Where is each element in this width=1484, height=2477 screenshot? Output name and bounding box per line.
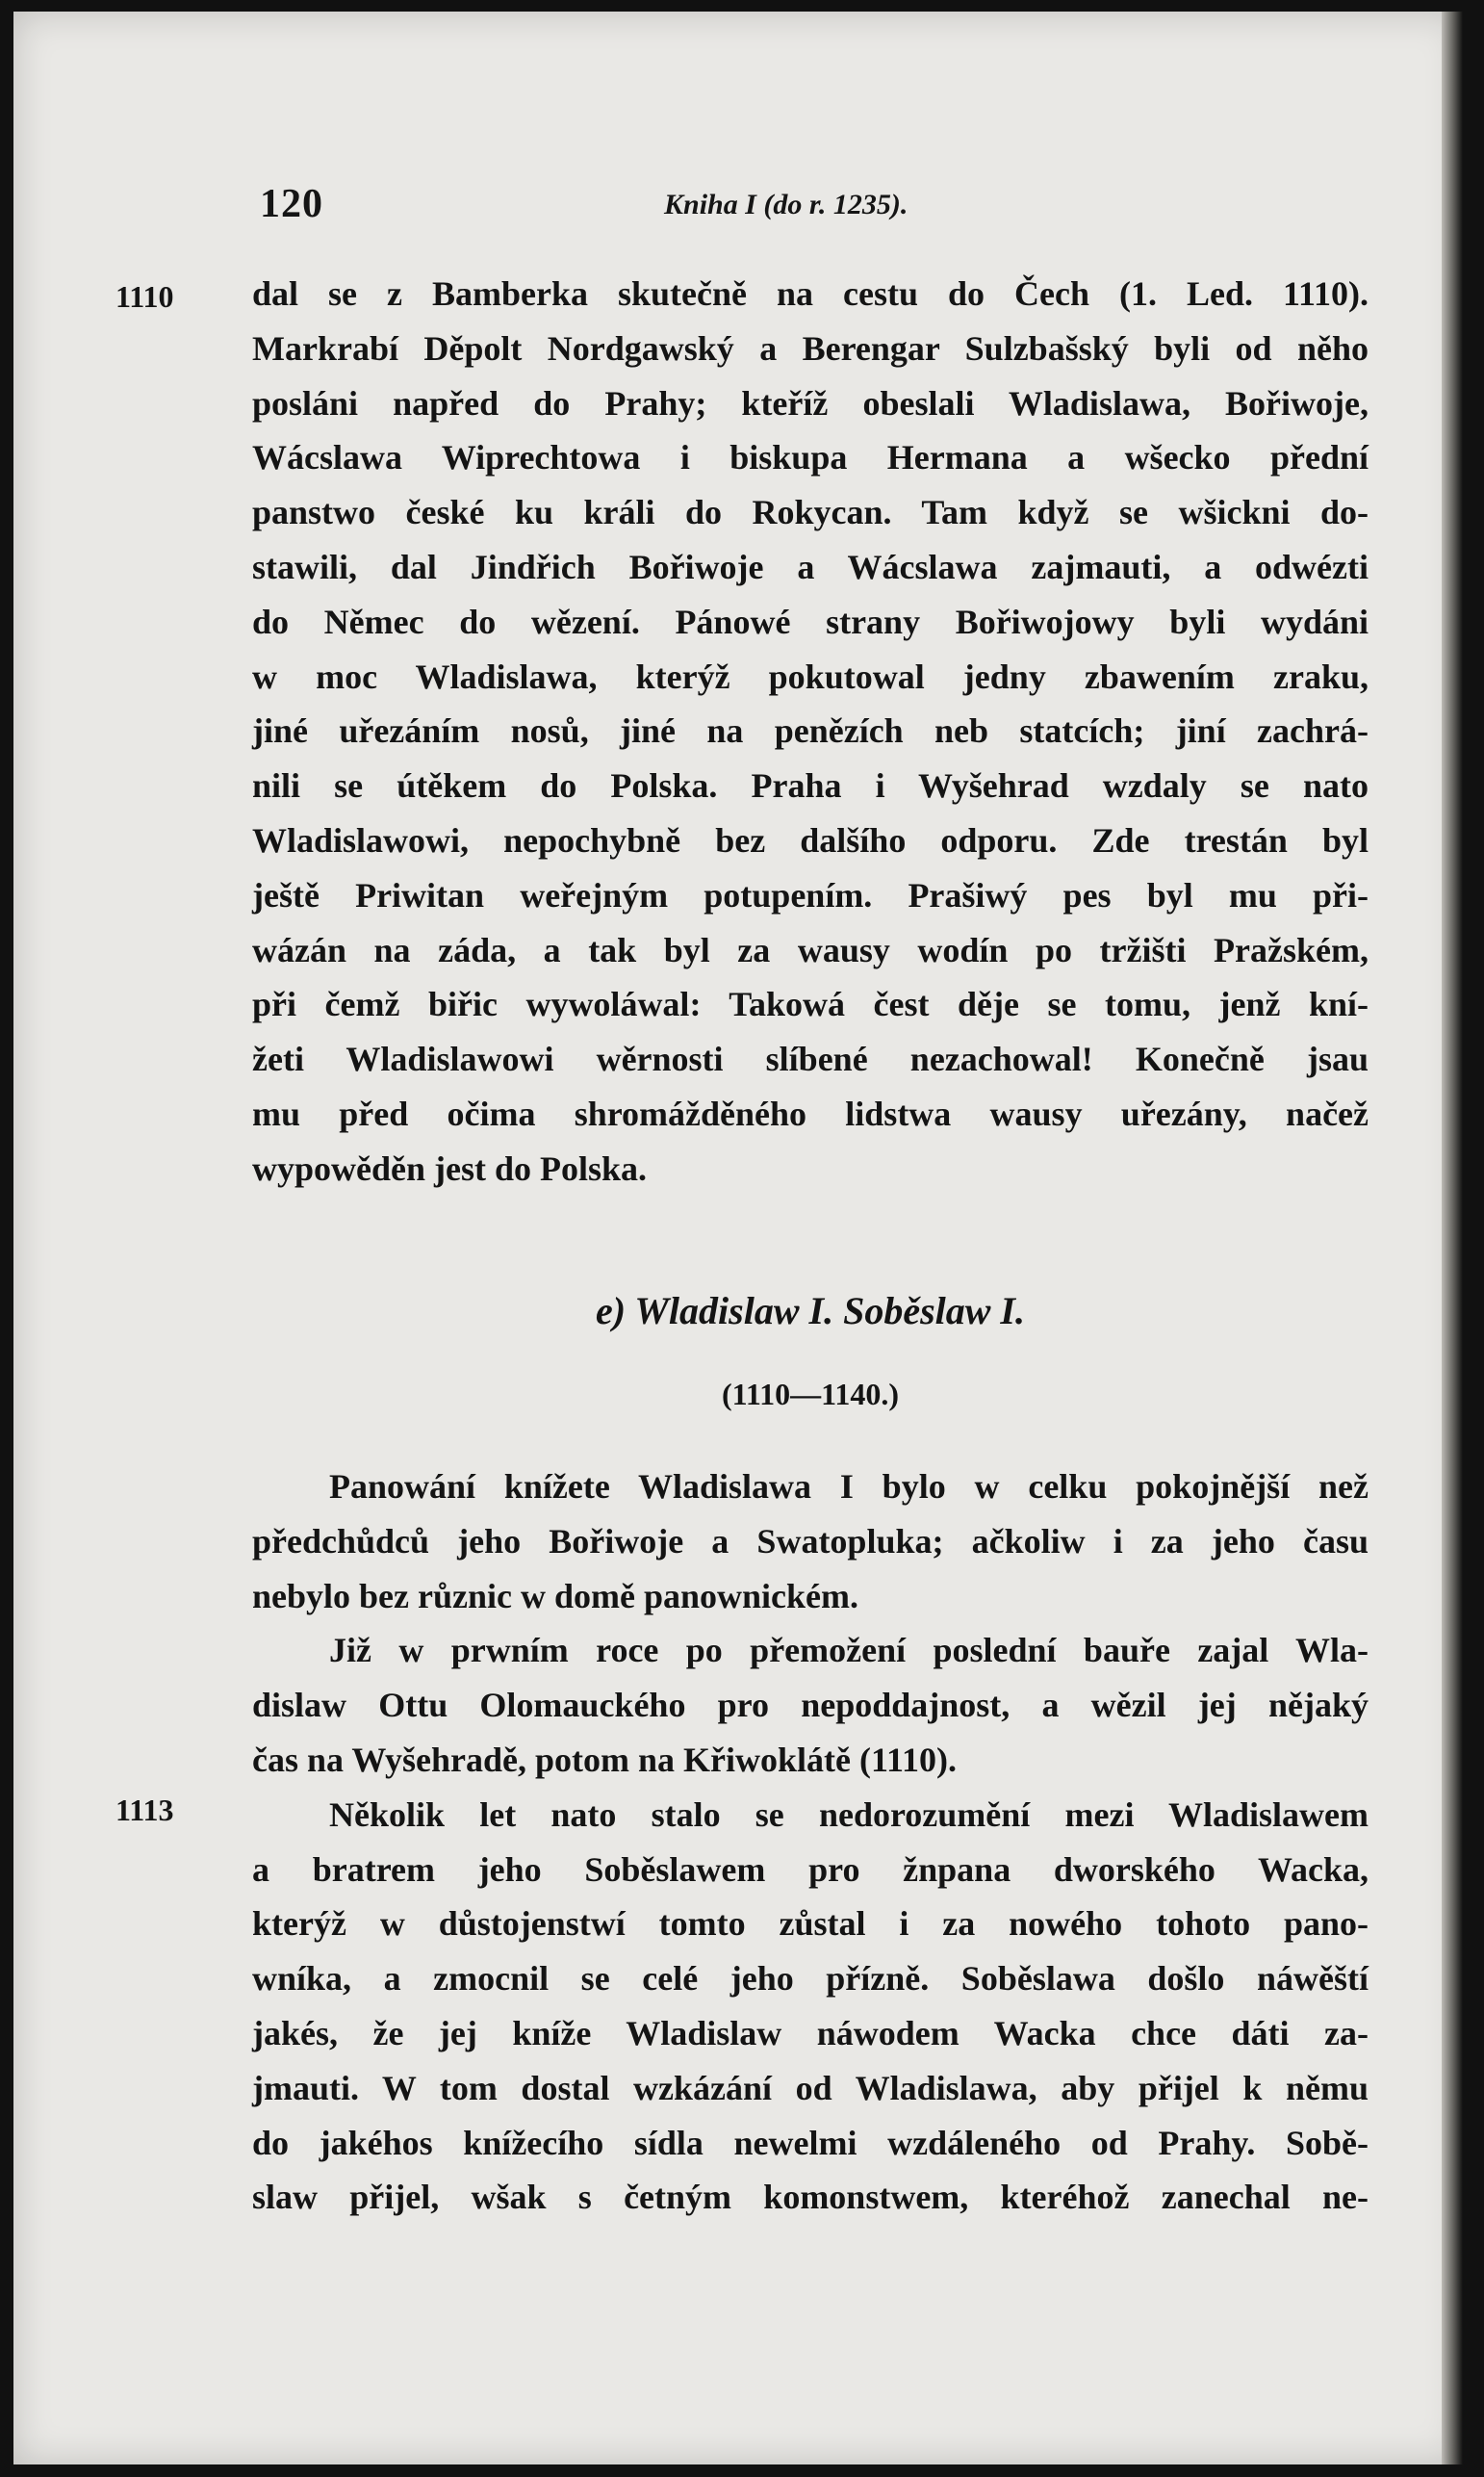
running-head: Kniha I (do r. 1235). [664, 189, 908, 220]
text-line: panstwo české ku králi do Rokycan. Tam když se wšickni do- [252, 493, 1369, 532]
text-line: jmauti. W tom dostal wzkázání od Wladislawa, aby přijel k němu [252, 2068, 1369, 2107]
text-line: při čemž biřic wywoláwal: Takowá čest děje se tomu, jenž kní- [252, 985, 1369, 1024]
text-line: wázán na záda, a tak byl za wausy wodín po tržišti Pražském, [252, 930, 1369, 969]
text-line: w moc Wladislawa, kterýž pokutowal jedny zbawením zraku, [252, 657, 1369, 696]
text-line: Markrabí Děpolt Nordgawský a Berengar Sulzbašský byli od něho [252, 328, 1369, 368]
text-line: do jakéhos knížecího sídla newelmi wzdáleného od Prahy. Sobě- [252, 2123, 1369, 2162]
page-header [260, 181, 1376, 239]
text-line: Wladislawowi, nepochybně bez dalšího odporu. Zde trestán byl [252, 820, 1369, 860]
text-line: jakés, že jej kníže Wladislaw náwodem Wacka chce dáti za- [252, 2013, 1369, 2052]
text-line: předchůdců jeho Bořiwoje a Swatopluka; ačkoliw i za jeho času [252, 1521, 1369, 1561]
text-line: žeti Wladislawowi wěrnosti slíbené nezachowal! Konečně jsau [252, 1040, 1369, 1079]
text-line: Několik let nato stalo se nedorozumění mezi Wladislawem [329, 1794, 1369, 1834]
text-line: Panowání knížete Wladislawa I bylo w celku pokojnější než [329, 1467, 1369, 1506]
paper-edge [1442, 12, 1463, 2464]
margin-year-1110: 1110 [115, 279, 174, 314]
margin-year-1113: 1113 [115, 1793, 174, 1827]
text-line: dislaw Ottu Olomauckého pro nepoddajnost, a wězil jej nějaký [252, 1686, 1369, 1725]
text-line: mu před očima shromážděného lidstwa wausy uřezány, načež [252, 1094, 1369, 1133]
paragraph-1 [252, 267, 1369, 1197]
section-dates: (1110—1140.) [721, 1377, 899, 1411]
text-line: stawili, dal Jindřich Bořiwoje a Wácslawa zajmauti, a odwézti [252, 547, 1369, 586]
text-line: Již w prwním roce po přemožení poslední bauře zajal Wla- [329, 1631, 1369, 1670]
text-line: nebylo bez různic w domě panownickém. [252, 1576, 858, 1615]
section-body [252, 1459, 1369, 2225]
text-line: a bratrem jeho Soběslawem pro žnpana dworského Wacka, [252, 1849, 1369, 1889]
text-line: slaw přijel, wšak s četným komonstwem, kteréhož zanechal ne- [252, 2178, 1369, 2217]
text-line: čas na Wyšehradě, potom na Křiwoklátě (1110). [252, 1740, 958, 1779]
text-line: Wácslawa Wiprechtowa i biskupa Hermana a wšecko přední [252, 438, 1369, 477]
section-title: e) Wladislaw I. Soběslaw I. [596, 1289, 1025, 1332]
text-line: do Němec do wězení. Pánowé strany Bořiwojowy byli wydáni [252, 602, 1369, 641]
text-line: posláni napřed do Prahy; kteříž obeslali Wladislawa, Bořiwoje, [252, 383, 1369, 423]
page-number: 120 [260, 182, 323, 226]
text-line: nili se útěkem do Polska. Praha i Wyšehrad wzdaly se nato [252, 766, 1369, 806]
text-line: ještě Priwitan weřejným potupením. Prašiwý pes byl mu při- [252, 875, 1369, 915]
text-line: wníka, a zmocnil se celé jeho přízně. Soběslawa došlo náwěští [252, 1959, 1369, 1999]
text-line: jiné uřezáním nosů, jiné na penězích neb statcích; jiní zachrá- [252, 711, 1369, 751]
text-line: kterýž w důstojenstwí tomto zůstal i za nowého tohoto pano- [252, 1904, 1369, 1944]
text-line: wypowěděn jest do Polska. [252, 1148, 648, 1188]
text-line: dal se z Bamberka skutečně na cestu do Čech (1. Led. 1110). [252, 274, 1369, 313]
